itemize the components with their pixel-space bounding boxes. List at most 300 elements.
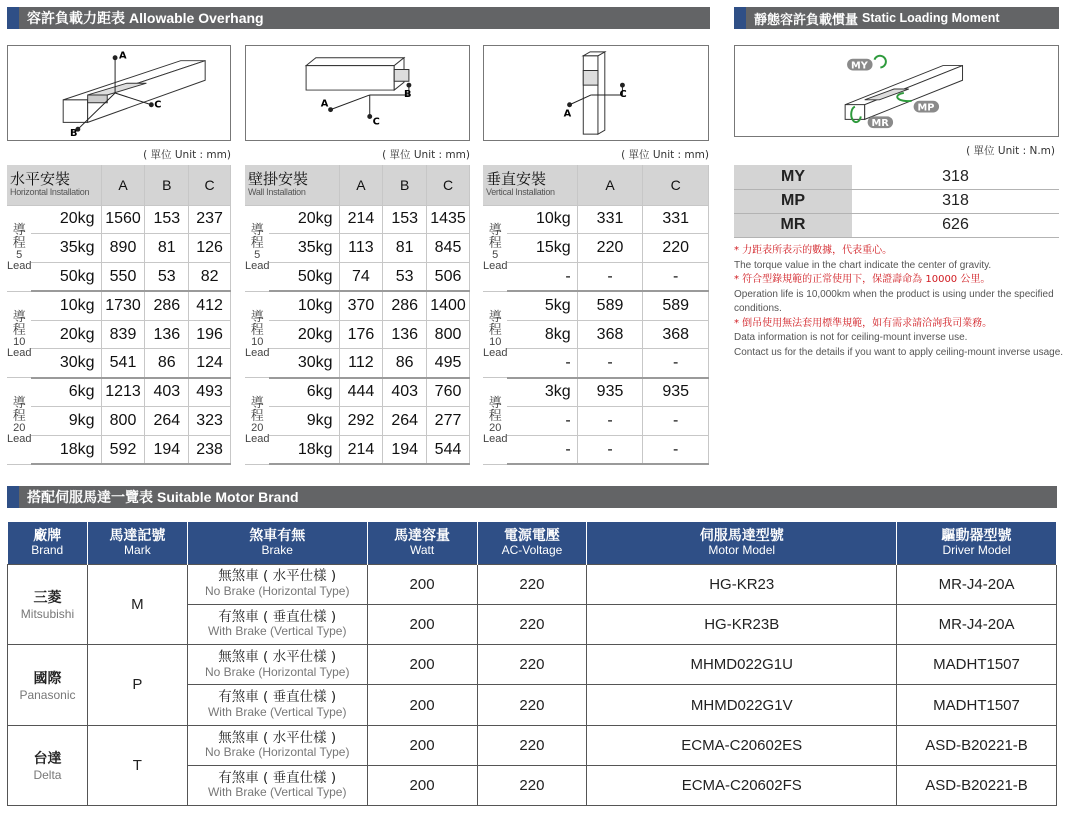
table-row xyxy=(483,234,709,263)
volt-cell: 220 xyxy=(477,604,587,644)
mount-type-zh: 水平安裝 xyxy=(10,170,71,189)
brake-en: With Brake (Vertical Type) xyxy=(207,785,347,800)
column-header: B xyxy=(145,165,189,205)
value-cell: - xyxy=(577,349,643,378)
volt-cell: 220 xyxy=(477,765,587,805)
table-row xyxy=(245,435,470,464)
header-zh: 伺服馬達型號 xyxy=(699,527,784,544)
unit-label-moment: ( 單位 Unit : N.m) xyxy=(966,145,1055,157)
lead-label-en: Lead xyxy=(483,432,508,445)
moment-label-mr: MR xyxy=(871,118,889,130)
value-cell: 74 xyxy=(339,263,383,292)
mark-cell: P xyxy=(87,645,187,726)
lead-label-zh: 程 xyxy=(250,408,264,424)
diagram-label-a: A xyxy=(563,108,572,120)
value-cell: 403 xyxy=(145,378,189,407)
unit-label-vertical: ( 單位 Unit : mm) xyxy=(621,149,709,161)
brake-en: No Brake (Horizontal Type) xyxy=(204,664,350,679)
vertical-overhang-table xyxy=(483,165,709,465)
brand-en: Panasonic xyxy=(19,687,76,702)
value-cell: 113 xyxy=(339,234,383,263)
value-cell: 220 xyxy=(643,234,709,263)
load-cell: 8kg xyxy=(507,320,577,349)
load-cell: 20kg xyxy=(269,205,339,234)
moment-rail-drawing xyxy=(735,46,1058,136)
motor-header-row xyxy=(8,522,1057,564)
table-row xyxy=(483,407,709,436)
motor-cell: HG-KR23 xyxy=(587,564,897,604)
load-cell: 9kg xyxy=(269,407,339,436)
brand-zh: 三菱 xyxy=(33,590,62,607)
lead-label-zh: 程 xyxy=(488,322,502,338)
load-cell: - xyxy=(507,349,577,378)
lead-value: 5 xyxy=(16,249,23,262)
motor-cell: HG-KR23B xyxy=(587,604,897,644)
brake-en: With Brake (Vertical Type) xyxy=(207,624,347,639)
load-cell: - xyxy=(507,435,577,464)
lead-cell xyxy=(483,291,507,377)
moment-value: 318 xyxy=(852,165,1059,189)
load-cell: 20kg xyxy=(269,320,339,349)
load-cell: 6kg xyxy=(31,378,101,407)
motor-column-header xyxy=(87,522,187,564)
table-row xyxy=(245,263,470,292)
wall-overhang-table xyxy=(245,165,470,465)
driver-cell: ASD-B20221-B xyxy=(897,725,1057,765)
lead-label-zh: 程 xyxy=(12,322,26,338)
volt-cell: 220 xyxy=(477,564,587,604)
value-cell: 544 xyxy=(427,435,470,464)
volt-cell: 220 xyxy=(477,725,587,765)
moment-label-my: MY xyxy=(851,60,868,72)
mark-cell: T xyxy=(87,725,187,806)
note-line: The torque value in the chart indicate the center of gravity. xyxy=(734,259,992,271)
lead-label-en: Lead xyxy=(483,346,508,359)
lead-cell xyxy=(245,378,269,464)
value-cell: 153 xyxy=(145,205,189,234)
table-row xyxy=(245,291,470,320)
motor-brand-table xyxy=(7,522,1057,806)
lead-label-zh: 導 xyxy=(488,223,502,239)
watt-cell: 200 xyxy=(367,685,477,725)
lead-label-zh: 程 xyxy=(488,236,502,252)
load-cell: - xyxy=(507,407,577,436)
lead-label-zh: 導 xyxy=(250,309,264,325)
header-zh: 馬達容量 xyxy=(394,527,451,544)
overhang-title-zh: 容許負載力距表 xyxy=(27,11,125,27)
diagram-label-c: C xyxy=(154,99,162,111)
lead-label-zh: 導 xyxy=(250,223,264,239)
value-cell: 214 xyxy=(339,205,383,234)
header-en: Motor Model xyxy=(708,542,776,557)
value-cell: - xyxy=(643,407,709,436)
motor-column-header xyxy=(477,522,587,564)
brake-cell xyxy=(187,765,367,805)
value-cell: 800 xyxy=(101,407,145,436)
motor-row xyxy=(8,725,1057,765)
load-cell: - xyxy=(507,263,577,292)
value-cell: 412 xyxy=(189,291,231,320)
brake-cell xyxy=(187,604,367,644)
value-cell: - xyxy=(577,263,643,292)
motor-cell: MHMD022G1V xyxy=(587,685,897,725)
table-row xyxy=(7,407,231,436)
value-cell: - xyxy=(643,263,709,292)
value-cell: 264 xyxy=(145,407,189,436)
header-zh: 馬達記號 xyxy=(109,527,166,544)
lead-cell xyxy=(483,378,507,464)
value-cell: 1213 xyxy=(101,378,145,407)
mount-type-en: Vertical Installation xyxy=(486,186,555,197)
value-cell: 589 xyxy=(577,291,643,320)
value-cell: 541 xyxy=(101,349,145,378)
value-cell: 214 xyxy=(339,435,383,464)
vertical-installation-diagram xyxy=(483,45,709,141)
mount-type-en: Wall Installation xyxy=(248,186,306,197)
table-row xyxy=(7,263,231,292)
value-cell: 286 xyxy=(145,291,189,320)
column-header: B xyxy=(383,165,427,205)
brake-cell xyxy=(187,685,367,725)
table-row xyxy=(483,349,709,378)
lead-label-en: Lead xyxy=(245,260,270,273)
value-cell: 935 xyxy=(643,378,709,407)
value-cell: 286 xyxy=(383,291,427,320)
volt-cell: 220 xyxy=(477,645,587,685)
value-cell: 86 xyxy=(145,349,189,378)
value-cell: 1435 xyxy=(427,205,470,234)
value-cell: 589 xyxy=(643,291,709,320)
header-en: Driver Model xyxy=(942,542,1011,557)
table-row xyxy=(483,435,709,464)
watt-cell: 200 xyxy=(367,725,477,765)
value-cell: 126 xyxy=(189,234,231,263)
value-cell: 153 xyxy=(383,205,427,234)
overhang-title-en: Allowable Overhang xyxy=(129,10,264,26)
note-line: Data information is not for ceiling-mount inverse use. xyxy=(734,332,968,343)
lead-cell xyxy=(245,205,269,291)
motor-cell: MHMD022G1U xyxy=(587,645,897,685)
brake-en: No Brake (Horizontal Type) xyxy=(204,584,350,598)
lead-label-zh: 導 xyxy=(250,395,264,411)
value-cell: 176 xyxy=(339,320,383,349)
unit-label-horizontal: ( 單位 Unit : mm) xyxy=(143,149,231,161)
load-cell: 20kg xyxy=(31,205,101,234)
brand-cell xyxy=(8,725,88,806)
vertical-rail-drawing xyxy=(484,46,708,140)
lead-label-en: Lead xyxy=(7,260,32,273)
column-header: A xyxy=(339,165,383,205)
brake-zh: 無煞車 ( 水平仕樣 ) xyxy=(218,568,337,585)
table-row xyxy=(7,234,231,263)
static-moment-table xyxy=(734,165,1059,238)
driver-cell: MR-J4-20A xyxy=(897,604,1057,644)
lead-label-en: Lead xyxy=(483,260,508,273)
lead-value: 10 xyxy=(489,335,502,348)
load-cell: 35kg xyxy=(31,234,101,263)
header-zh: 驅動器型號 xyxy=(941,527,1012,544)
column-header: C xyxy=(427,165,470,205)
wall-rail-drawing xyxy=(246,46,469,140)
value-cell: 368 xyxy=(643,320,709,349)
lead-label-zh: 導 xyxy=(488,395,502,411)
value-cell: 81 xyxy=(145,234,189,263)
moment-title-zh: 靜態容許負載慣量 xyxy=(754,12,859,28)
diagram-label-a: A xyxy=(320,98,329,110)
motor-column-header xyxy=(187,522,367,564)
value-cell: 194 xyxy=(383,435,427,464)
horizontal-rail-drawing xyxy=(8,46,230,140)
value-cell: - xyxy=(577,435,643,464)
value-cell: 323 xyxy=(189,407,231,436)
moment-key: MR xyxy=(734,213,852,237)
column-header: C xyxy=(643,165,709,205)
value-cell: 331 xyxy=(643,205,709,234)
lead-label-zh: 導 xyxy=(12,395,26,411)
load-cell: 10kg xyxy=(269,291,339,320)
brake-zh: 有煞車 ( 垂直仕樣 ) xyxy=(218,689,337,706)
table-row xyxy=(245,234,470,263)
lead-label-zh: 導 xyxy=(12,309,26,325)
value-cell: 1400 xyxy=(427,291,470,320)
value-cell: 935 xyxy=(577,378,643,407)
value-cell: 238 xyxy=(189,435,231,464)
load-cell: 18kg xyxy=(269,435,339,464)
unit-label-wall: ( 單位 Unit : mm) xyxy=(382,149,470,161)
lead-cell xyxy=(7,291,31,377)
lead-label-zh: 程 xyxy=(488,408,502,424)
brake-en: With Brake (Vertical Type) xyxy=(207,704,347,719)
table-row xyxy=(7,378,231,407)
value-cell: 800 xyxy=(427,320,470,349)
moment-title-en: Static Loading Moment xyxy=(862,11,1000,25)
value-cell: 194 xyxy=(145,435,189,464)
motor-column-header xyxy=(897,522,1057,564)
lead-value: 20 xyxy=(251,421,264,434)
value-cell: 495 xyxy=(427,349,470,378)
table-header-row xyxy=(7,165,231,205)
value-cell: 220 xyxy=(577,234,643,263)
value-cell: 839 xyxy=(101,320,145,349)
value-cell: - xyxy=(577,407,643,436)
value-cell: 136 xyxy=(383,320,427,349)
mount-type-cell xyxy=(245,165,339,205)
brand-zh: 台達 xyxy=(33,751,62,768)
value-cell: 845 xyxy=(427,234,470,263)
value-cell: 493 xyxy=(189,378,231,407)
load-cell: 18kg xyxy=(31,435,101,464)
table-row xyxy=(245,320,470,349)
brake-zh: 有煞車 ( 垂直仕樣 ) xyxy=(218,769,337,786)
motor-title-en: Suitable Motor Brand xyxy=(157,489,299,505)
motor-row xyxy=(8,564,1057,604)
brake-zh: 無煞車 ( 水平仕樣 ) xyxy=(218,729,337,746)
motor-column-header xyxy=(8,522,88,564)
moment-section-header xyxy=(734,7,1059,29)
header-zh: 煞車有無 xyxy=(249,527,306,544)
table-row xyxy=(483,378,709,407)
motor-cell: ECMA-C20602ES xyxy=(587,725,897,765)
load-cell: 3kg xyxy=(507,378,577,407)
lead-label-zh: 程 xyxy=(12,408,26,424)
table-row xyxy=(245,349,470,378)
note-line: Contact us for the details if you want to apply ceiling-mount inverse usage. xyxy=(734,346,1064,358)
table-row xyxy=(7,320,231,349)
moment-diagram xyxy=(734,45,1059,137)
note-line: * 符合型錄規範的正常使用下，保證壽命為 10000 公里。 xyxy=(734,274,991,285)
header-en: AC-Voltage xyxy=(501,542,563,557)
load-cell: 20kg xyxy=(31,320,101,349)
table-row xyxy=(7,291,231,320)
note-line: * 力距表所表示的數據，代表重心。 xyxy=(734,245,893,256)
brake-zh: 無煞車 ( 水平仕樣 ) xyxy=(218,649,337,666)
table-row xyxy=(483,291,709,320)
value-cell: 292 xyxy=(339,407,383,436)
mount-type-cell xyxy=(7,165,101,205)
watt-cell: 200 xyxy=(367,604,477,644)
load-cell: 10kg xyxy=(507,205,577,234)
horizontal-installation-diagram xyxy=(7,45,231,141)
volt-cell: 220 xyxy=(477,685,587,725)
column-header: C xyxy=(189,165,231,205)
lead-label-zh: 程 xyxy=(250,236,264,252)
table-row xyxy=(7,435,231,464)
mount-type-cell xyxy=(483,165,577,205)
mount-type-en: Horizontal Installation xyxy=(10,186,90,197)
value-cell: 81 xyxy=(383,234,427,263)
load-cell: 15kg xyxy=(507,234,577,263)
lead-label-zh: 導 xyxy=(488,309,502,325)
column-header: A xyxy=(577,165,643,205)
table-row xyxy=(483,320,709,349)
mount-type-zh: 垂直安裝 xyxy=(486,170,547,189)
lead-value: 20 xyxy=(489,421,502,434)
motor-column-header xyxy=(367,522,477,564)
value-cell: 403 xyxy=(383,378,427,407)
diagram-label-a: A xyxy=(119,50,127,62)
wall-installation-diagram xyxy=(245,45,470,141)
mount-type-zh: 壁掛安裝 xyxy=(248,170,309,189)
table-row xyxy=(245,378,470,407)
note-line: Operation life is 10,000km when the product is using under the specified conditions. xyxy=(734,288,1054,314)
load-cell: 5kg xyxy=(507,291,577,320)
mark-cell: M xyxy=(87,564,187,645)
value-cell: 1560 xyxy=(101,205,145,234)
value-cell: 370 xyxy=(339,291,383,320)
motor-column-header xyxy=(587,522,897,564)
moment-row xyxy=(734,165,1059,189)
value-cell: 368 xyxy=(577,320,643,349)
value-cell: 444 xyxy=(339,378,383,407)
table-header-row xyxy=(483,165,709,205)
watt-cell: 200 xyxy=(367,645,477,685)
value-cell: 1730 xyxy=(101,291,145,320)
lead-label-zh: 程 xyxy=(250,322,264,338)
driver-cell: ASD-B20221-B xyxy=(897,765,1057,805)
lead-cell xyxy=(7,205,31,291)
watt-cell: 200 xyxy=(367,765,477,805)
motor-title-zh: 搭配伺服馬達一覽表 xyxy=(27,490,153,506)
brand-en: Mitsubishi xyxy=(20,607,75,622)
moment-row xyxy=(734,189,1059,213)
lead-label-en: Lead xyxy=(7,432,32,445)
brake-zh: 有煞車 ( 垂直仕樣 ) xyxy=(218,608,337,625)
note-line: * 倒吊使用無法套用標準規範，如有需求請洽詢我司業務。 xyxy=(734,317,993,329)
column-header: A xyxy=(101,165,145,205)
lead-value: 5 xyxy=(254,249,261,262)
load-cell: 50kg xyxy=(31,263,101,292)
moment-row xyxy=(734,213,1059,237)
value-cell: 592 xyxy=(101,435,145,464)
value-cell: - xyxy=(643,435,709,464)
table-row xyxy=(245,205,470,234)
value-cell: 550 xyxy=(101,263,145,292)
value-cell: 760 xyxy=(427,378,470,407)
header-zh: 廠牌 xyxy=(33,527,62,544)
value-cell: 890 xyxy=(101,234,145,263)
brand-zh: 國際 xyxy=(33,670,62,687)
header-en: Brand xyxy=(31,542,64,557)
value-cell: 53 xyxy=(145,263,189,292)
load-cell: 30kg xyxy=(31,349,101,378)
motor-section-header xyxy=(7,486,1057,508)
table-header-row xyxy=(245,165,470,205)
load-cell: 9kg xyxy=(31,407,101,436)
driver-cell: MADHT1507 xyxy=(897,645,1057,685)
value-cell: 331 xyxy=(577,205,643,234)
table-row xyxy=(7,349,231,378)
value-cell: - xyxy=(643,349,709,378)
diagram-label-c: C xyxy=(372,116,380,128)
value-cell: 237 xyxy=(189,205,231,234)
lead-value: 20 xyxy=(13,421,26,434)
load-cell: 10kg xyxy=(31,291,101,320)
value-cell: 506 xyxy=(427,263,470,292)
brake-cell xyxy=(187,725,367,765)
moment-key: MP xyxy=(734,189,852,213)
lead-label-en: Lead xyxy=(245,346,270,359)
value-cell: 124 xyxy=(189,349,231,378)
lead-cell xyxy=(7,378,31,464)
diagram-label-b: B xyxy=(404,88,412,100)
brake-cell xyxy=(187,645,367,685)
moment-value: 626 xyxy=(852,213,1059,237)
header-zh: 電源電壓 xyxy=(503,527,560,544)
diagram-label-c: C xyxy=(619,88,627,100)
lead-value: 10 xyxy=(13,335,26,348)
overhang-section-header xyxy=(7,7,710,29)
driver-cell: MADHT1507 xyxy=(897,685,1057,725)
moment-value: 318 xyxy=(852,189,1059,213)
load-cell: 50kg xyxy=(269,263,339,292)
header-en: Brake xyxy=(261,542,293,557)
table-row xyxy=(245,407,470,436)
lead-label-en: Lead xyxy=(245,432,270,445)
horizontal-overhang-table xyxy=(7,165,231,465)
value-cell: 196 xyxy=(189,320,231,349)
lead-value: 10 xyxy=(251,335,264,348)
table-row xyxy=(483,263,709,292)
lead-label-zh: 程 xyxy=(12,236,26,252)
moment-notes xyxy=(734,244,1064,360)
brake-en: No Brake (Horizontal Type) xyxy=(204,745,350,760)
header-en: Mark xyxy=(124,542,151,557)
moment-label-mp: MP xyxy=(917,102,935,114)
driver-cell: MR-J4-20A xyxy=(897,564,1057,604)
moment-key: MY xyxy=(734,165,852,189)
load-cell: 30kg xyxy=(269,349,339,378)
load-cell: 35kg xyxy=(269,234,339,263)
